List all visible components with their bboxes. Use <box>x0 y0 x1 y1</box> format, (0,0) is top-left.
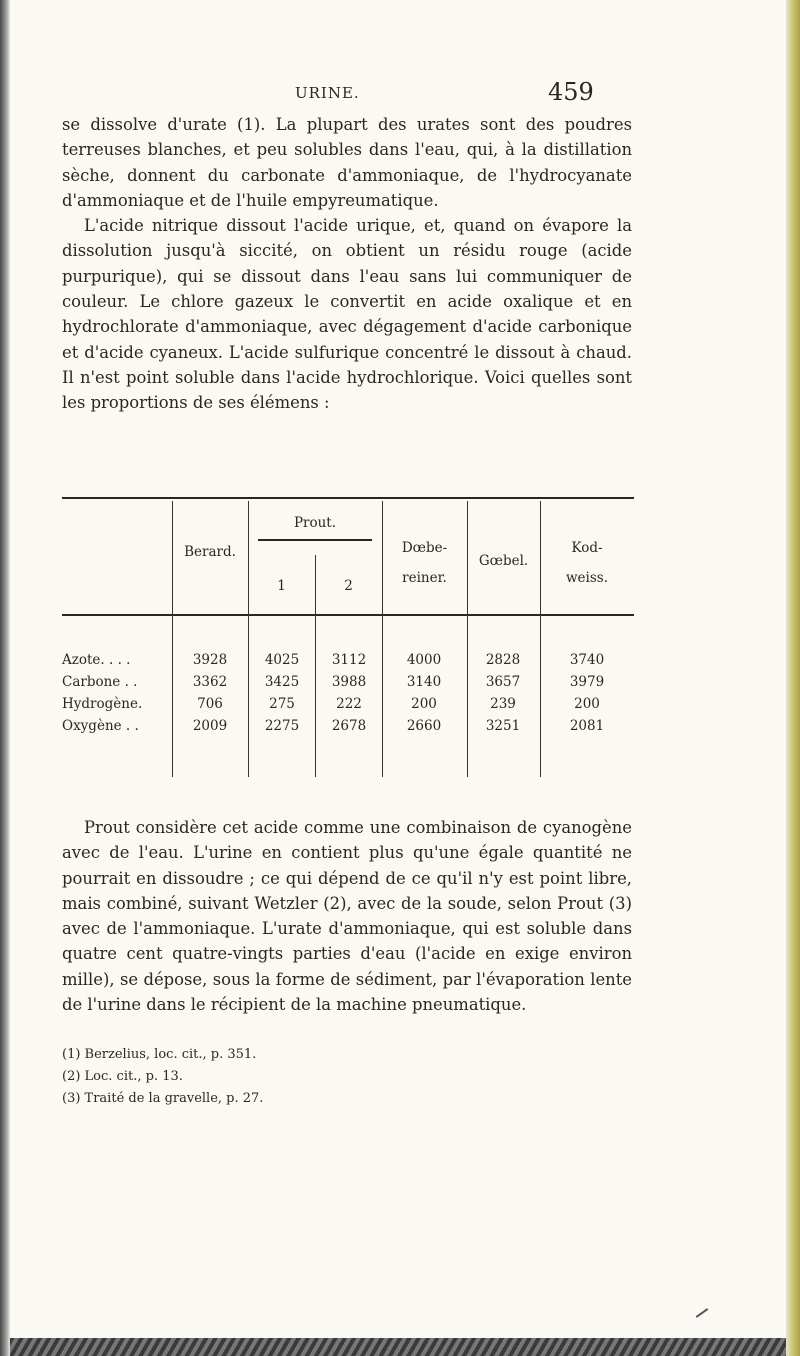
header-doebereiner-line2: reiner. <box>402 570 447 586</box>
header-prout-2: 2 <box>344 578 353 594</box>
table-cell: 2678 <box>331 718 367 734</box>
header-kodweiss-line1: Kod- <box>571 540 603 556</box>
header-kodweiss-line2: weiss. <box>565 570 608 586</box>
table-cell: 2275 <box>264 718 300 734</box>
table-cell: 222 <box>336 696 362 712</box>
table-cell: 200 <box>411 696 437 712</box>
table-cell: 3425 <box>264 674 300 690</box>
paragraph: se dissolve d'urate (1). La plupart des urates sont des poudres terreuses blanches, et peu solubles dans l'eau, qui, à la distillation sèche, donnent du carbonate d'ammoniaque, de l'hydrocyanate d'ammoniaque et de l'huile empyreumatique. <box>62 115 632 210</box>
header-prout: Prout. <box>293 515 337 531</box>
table-cell: 706 <box>197 696 223 712</box>
footnote: (1) Berzelius, loc. cit., p. 351. <box>62 1047 257 1062</box>
table-cell: 3251 <box>485 718 521 734</box>
page-binding-bottom <box>10 1338 786 1356</box>
running-title: URINE. <box>295 84 360 102</box>
table-cell: 2660 <box>406 718 442 734</box>
prout-brace-rule <box>258 539 372 541</box>
header-doebereiner <box>382 540 467 587</box>
column-divider <box>467 501 468 777</box>
table-cell: 239 <box>490 696 516 712</box>
table-cell: 3140 <box>406 674 442 690</box>
header-doebereiner-line1: Dœbe- <box>401 540 448 556</box>
table-cell: 3362 <box>192 674 228 690</box>
page-binding-right <box>786 0 800 1356</box>
paragraph: Prout considère cet acide comme une combinaison de cyanogène avec de l'eau. L'urine en contient plus qu'une égale quantité ne pourrait en dissoudre ; ce qui dépend de ce qu'il n'y est point libre, mais combiné, suivant Wetzler (2), avec de la soude, selon Prout (3) avec de l'ammoniaque. L'urate d'ammoniaque, qui est soluble dans quatre cent quatre-vingts parties d'eau (l'acide en exige environ mille), se dépose, sous la forme de sédiment, par l'évaporation lente de l'urine dans le récipient de la machine pneumatique. <box>62 818 632 1015</box>
table-cell: 3988 <box>331 674 367 690</box>
footnote: (2) Loc. cit., p. 13. <box>62 1069 183 1084</box>
table-cell: 3740 <box>569 652 605 668</box>
footnotes <box>62 1044 622 1110</box>
column-divider <box>248 501 249 777</box>
page-binding-left <box>0 0 10 1356</box>
table-cell: 2009 <box>192 718 228 734</box>
row-label-carbone: Carbone . . <box>62 674 138 690</box>
row-label-azote: Azote. . . . <box>62 652 131 668</box>
header-goebel: Gœbel. <box>478 553 529 569</box>
row-label-oxygene: Oxygène . . <box>62 718 139 734</box>
table-cell: 4000 <box>406 652 442 668</box>
table-cell: 200 <box>574 696 600 712</box>
table-cell: 3112 <box>331 652 367 668</box>
table-cell: 4025 <box>264 652 300 668</box>
table-cell: 2828 <box>485 652 521 668</box>
pen-stroke-mark <box>696 1308 709 1318</box>
footnote: (3) Traité de la gravelle, p. 27. <box>62 1091 264 1106</box>
paragraph: L'acide nitrique dissout l'acide urique, et, quand on évapore la dissolution jusqu'à siccité, on obtient un résidu rouge (acide purpurique), qui se dissout dans l'eau sans lui communiquer de couleur. Le chlore gazeux le convertit en acide oxalique et en hydrochlorate d'ammoniaque, avec dégagement d'acide carbonique et d'acide cyaneux. L'acide sulfurique concentré le dissout à chaud. Il n'est point soluble dans l'acide hydrochlorique. Voici quelles sont les proportions de ses élémens : <box>62 216 632 413</box>
composition-table <box>62 497 634 777</box>
table-cell: 3657 <box>485 674 521 690</box>
table-cell: 275 <box>269 696 295 712</box>
row-label-hydrogene: Hydrogène. <box>62 696 143 712</box>
table-cell: 3928 <box>192 652 228 668</box>
table-top-rule <box>62 497 634 499</box>
body-text-bottom <box>62 815 632 1017</box>
column-divider <box>172 501 173 777</box>
header-prout-1: 1 <box>277 578 286 594</box>
header-berard: Berard. <box>184 544 236 560</box>
table-cell: 3979 <box>569 674 605 690</box>
table-cell: 2081 <box>569 718 605 734</box>
table-header-rule <box>62 614 634 616</box>
body-text-top <box>62 112 632 416</box>
header-kodweiss <box>540 540 634 587</box>
page-number: 459 <box>548 78 594 106</box>
